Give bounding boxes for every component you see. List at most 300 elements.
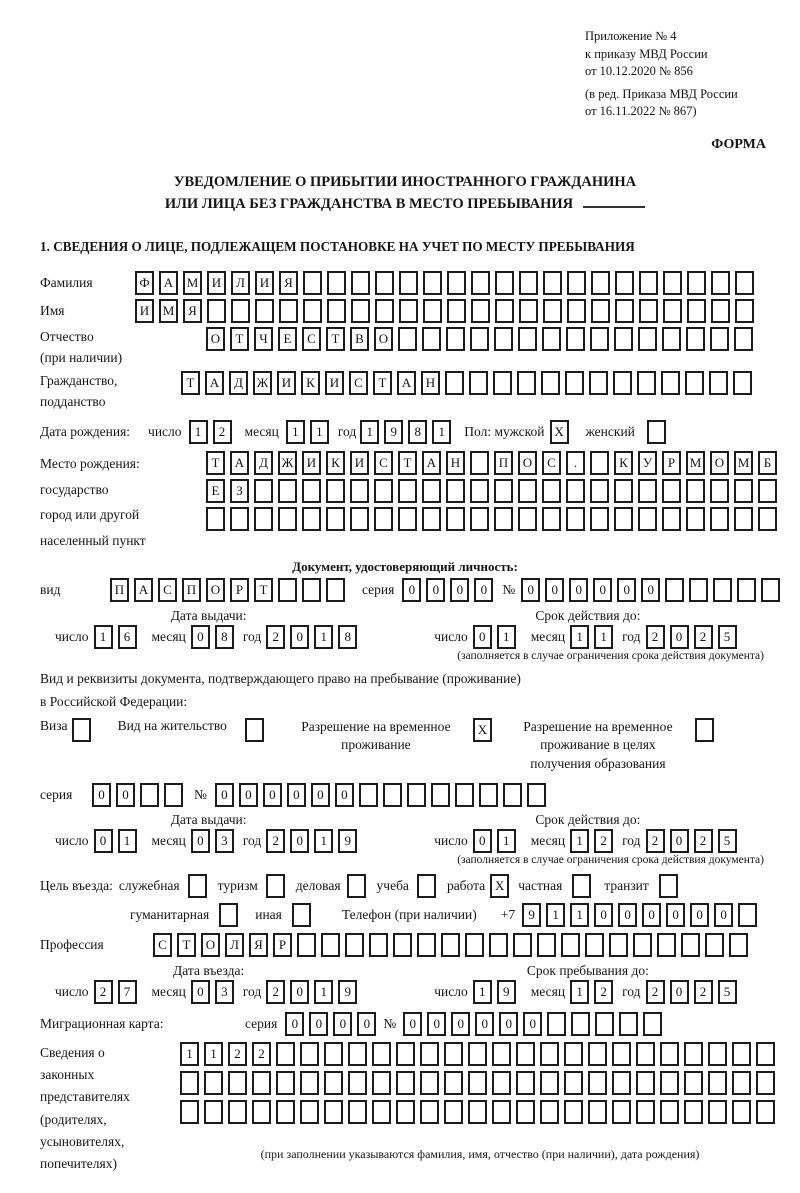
char-box[interactable] bbox=[591, 271, 610, 295]
birthplace-row3-boxes[interactable] bbox=[206, 507, 782, 531]
char-box[interactable] bbox=[348, 1071, 367, 1095]
char-box[interactable] bbox=[540, 1071, 559, 1095]
char-box[interactable] bbox=[228, 1071, 247, 1095]
char-box[interactable] bbox=[540, 1100, 559, 1124]
char-box[interactable] bbox=[662, 507, 681, 531]
char-box[interactable] bbox=[180, 1071, 199, 1095]
char-box[interactable] bbox=[188, 874, 207, 898]
char-box[interactable] bbox=[422, 479, 441, 503]
char-box[interactable] bbox=[493, 371, 512, 395]
char-box[interactable]: Ж bbox=[253, 371, 272, 395]
char-box[interactable]: 0 bbox=[523, 1012, 542, 1036]
temp-residence-education-checkbox[interactable] bbox=[695, 718, 719, 742]
char-box[interactable] bbox=[300, 1071, 319, 1095]
char-box[interactable]: 8 bbox=[338, 625, 357, 649]
char-box[interactable]: М bbox=[686, 451, 705, 475]
char-box[interactable] bbox=[423, 271, 442, 295]
purpose-private-checkbox[interactable] bbox=[572, 874, 596, 898]
char-box[interactable] bbox=[518, 479, 537, 503]
char-box[interactable]: 2 bbox=[646, 980, 665, 1004]
char-box[interactable] bbox=[492, 1042, 511, 1066]
char-box[interactable] bbox=[219, 903, 238, 927]
char-box[interactable] bbox=[516, 1071, 535, 1095]
char-box[interactable] bbox=[686, 479, 705, 503]
char-box[interactable] bbox=[324, 1100, 343, 1124]
char-box[interactable] bbox=[279, 299, 298, 323]
char-box[interactable]: С bbox=[542, 451, 561, 475]
char-box[interactable]: X bbox=[490, 874, 509, 898]
char-box[interactable] bbox=[359, 783, 378, 807]
char-box[interactable] bbox=[302, 479, 321, 503]
char-box[interactable] bbox=[591, 299, 610, 323]
char-box[interactable]: К bbox=[301, 371, 320, 395]
char-box[interactable]: Т bbox=[326, 327, 345, 351]
char-box[interactable] bbox=[297, 933, 316, 957]
char-box[interactable] bbox=[614, 327, 633, 351]
char-box[interactable]: 9 bbox=[338, 980, 357, 1004]
char-box[interactable] bbox=[564, 1071, 583, 1095]
char-box[interactable]: Я bbox=[183, 299, 202, 323]
char-box[interactable] bbox=[492, 1100, 511, 1124]
purpose-other-checkbox[interactable] bbox=[292, 903, 316, 927]
char-box[interactable]: С bbox=[302, 327, 321, 351]
char-box[interactable]: С bbox=[153, 933, 172, 957]
char-box[interactable]: 0 bbox=[427, 1012, 446, 1036]
char-box[interactable] bbox=[228, 1100, 247, 1124]
char-box[interactable]: Д bbox=[254, 451, 273, 475]
char-box[interactable] bbox=[713, 578, 732, 602]
char-box[interactable]: 0 bbox=[569, 578, 588, 602]
doc-expiry-year-boxes[interactable] bbox=[646, 625, 742, 649]
citizenship-boxes[interactable] bbox=[181, 371, 757, 395]
char-box[interactable]: 0 bbox=[357, 1012, 376, 1036]
char-box[interactable] bbox=[494, 327, 513, 351]
doc-issue-year-boxes[interactable] bbox=[266, 625, 362, 649]
char-box[interactable]: 8 bbox=[408, 420, 427, 444]
guardians-row2-boxes[interactable] bbox=[180, 1071, 780, 1095]
char-box[interactable] bbox=[375, 299, 394, 323]
surname-boxes[interactable] bbox=[135, 271, 759, 295]
char-box[interactable]: И bbox=[350, 451, 369, 475]
char-box[interactable] bbox=[619, 1012, 638, 1036]
char-box[interactable] bbox=[684, 1071, 703, 1095]
char-box[interactable]: 0 bbox=[287, 783, 306, 807]
char-box[interactable]: 0 bbox=[451, 1012, 470, 1036]
char-box[interactable] bbox=[638, 507, 657, 531]
char-box[interactable] bbox=[423, 299, 442, 323]
char-box[interactable] bbox=[527, 783, 546, 807]
char-box[interactable]: 0 bbox=[641, 578, 660, 602]
char-box[interactable]: И bbox=[325, 371, 344, 395]
char-box[interactable]: 1 bbox=[570, 829, 589, 853]
char-box[interactable] bbox=[455, 783, 474, 807]
guardians-row3-boxes[interactable] bbox=[180, 1100, 780, 1124]
char-box[interactable] bbox=[206, 507, 225, 531]
permit-number-boxes[interactable] bbox=[215, 783, 551, 807]
char-box[interactable] bbox=[278, 578, 297, 602]
char-box[interactable]: 0 bbox=[285, 1012, 304, 1036]
char-box[interactable] bbox=[468, 1042, 487, 1066]
char-box[interactable] bbox=[444, 1071, 463, 1095]
birth-month-boxes[interactable] bbox=[286, 420, 334, 444]
char-box[interactable] bbox=[372, 1071, 391, 1095]
char-box[interactable]: Я bbox=[249, 933, 268, 957]
char-box[interactable] bbox=[140, 783, 159, 807]
char-box[interactable]: П bbox=[110, 578, 129, 602]
char-box[interactable]: 1 bbox=[497, 625, 516, 649]
char-box[interactable] bbox=[686, 507, 705, 531]
char-box[interactable]: С bbox=[349, 371, 368, 395]
char-box[interactable]: 8 bbox=[215, 625, 234, 649]
char-box[interactable] bbox=[614, 479, 633, 503]
char-box[interactable] bbox=[326, 507, 345, 531]
char-box[interactable] bbox=[278, 507, 297, 531]
char-box[interactable]: Л bbox=[231, 271, 250, 295]
char-box[interactable]: 0 bbox=[670, 829, 689, 853]
char-box[interactable]: 0 bbox=[311, 783, 330, 807]
char-box[interactable]: 2 bbox=[252, 1042, 271, 1066]
char-box[interactable]: 0 bbox=[191, 829, 210, 853]
char-box[interactable] bbox=[468, 1071, 487, 1095]
char-box[interactable]: 0 bbox=[593, 578, 612, 602]
char-box[interactable]: М bbox=[183, 271, 202, 295]
permit-expiry-year-boxes[interactable] bbox=[646, 829, 742, 853]
char-box[interactable] bbox=[660, 1042, 679, 1066]
doc-expiry-month-boxes[interactable] bbox=[570, 625, 618, 649]
char-box[interactable]: 1 bbox=[180, 1042, 199, 1066]
char-box[interactable] bbox=[398, 507, 417, 531]
char-box[interactable] bbox=[518, 327, 537, 351]
char-box[interactable] bbox=[561, 933, 580, 957]
birth-year-boxes[interactable] bbox=[360, 420, 456, 444]
char-box[interactable]: А bbox=[230, 451, 249, 475]
char-box[interactable]: Б bbox=[758, 451, 777, 475]
char-box[interactable]: Н bbox=[421, 371, 440, 395]
char-box[interactable]: 1 bbox=[570, 625, 589, 649]
char-box[interactable]: 0 bbox=[714, 903, 733, 927]
char-box[interactable] bbox=[711, 271, 730, 295]
char-box[interactable]: 0 bbox=[521, 578, 540, 602]
char-box[interactable] bbox=[537, 933, 556, 957]
char-box[interactable] bbox=[517, 371, 536, 395]
char-box[interactable]: 1 bbox=[286, 420, 305, 444]
char-box[interactable] bbox=[351, 299, 370, 323]
char-box[interactable]: Е bbox=[278, 327, 297, 351]
char-box[interactable] bbox=[705, 933, 724, 957]
char-box[interactable] bbox=[470, 507, 489, 531]
char-box[interactable]: 0 bbox=[116, 783, 135, 807]
char-box[interactable]: 0 bbox=[290, 829, 309, 853]
birth-day-boxes[interactable] bbox=[189, 420, 237, 444]
char-box[interactable] bbox=[230, 507, 249, 531]
char-box[interactable] bbox=[276, 1042, 295, 1066]
char-box[interactable] bbox=[572, 874, 591, 898]
char-box[interactable] bbox=[516, 1042, 535, 1066]
char-box[interactable]: И bbox=[277, 371, 296, 395]
char-box[interactable]: Д bbox=[229, 371, 248, 395]
char-box[interactable] bbox=[204, 1100, 223, 1124]
char-box[interactable]: 2 bbox=[646, 625, 665, 649]
char-box[interactable] bbox=[407, 783, 426, 807]
char-box[interactable] bbox=[566, 479, 585, 503]
char-box[interactable]: М bbox=[734, 451, 753, 475]
char-box[interactable]: И bbox=[255, 271, 274, 295]
char-box[interactable] bbox=[254, 479, 273, 503]
char-box[interactable] bbox=[513, 933, 532, 957]
char-box[interactable] bbox=[420, 1100, 439, 1124]
char-box[interactable] bbox=[180, 1100, 199, 1124]
char-box[interactable] bbox=[350, 479, 369, 503]
char-box[interactable]: Т bbox=[398, 451, 417, 475]
char-box[interactable] bbox=[756, 1071, 775, 1095]
char-box[interactable]: 0 bbox=[545, 578, 564, 602]
char-box[interactable]: 1 bbox=[310, 420, 329, 444]
char-box[interactable] bbox=[431, 783, 450, 807]
stay-day-boxes[interactable] bbox=[473, 980, 521, 1004]
char-box[interactable] bbox=[733, 371, 752, 395]
char-box[interactable] bbox=[369, 933, 388, 957]
char-box[interactable] bbox=[588, 1042, 607, 1066]
char-box[interactable] bbox=[589, 371, 608, 395]
char-box[interactable]: 0 bbox=[594, 903, 613, 927]
char-box[interactable]: 9 bbox=[338, 829, 357, 853]
char-box[interactable] bbox=[732, 1042, 751, 1066]
char-box[interactable] bbox=[204, 1071, 223, 1095]
char-box[interactable]: Р bbox=[662, 451, 681, 475]
char-box[interactable]: Ч bbox=[254, 327, 273, 351]
firstname-boxes[interactable] bbox=[135, 299, 759, 323]
char-box[interactable]: Ф bbox=[135, 271, 154, 295]
char-box[interactable] bbox=[662, 327, 681, 351]
char-box[interactable]: Р bbox=[273, 933, 292, 957]
char-box[interactable] bbox=[446, 479, 465, 503]
char-box[interactable] bbox=[441, 933, 460, 957]
char-box[interactable] bbox=[684, 1100, 703, 1124]
char-box[interactable]: И bbox=[302, 451, 321, 475]
char-box[interactable]: 2 bbox=[266, 625, 285, 649]
char-box[interactable] bbox=[732, 1071, 751, 1095]
char-box[interactable] bbox=[470, 451, 489, 475]
char-box[interactable]: 2 bbox=[266, 829, 285, 853]
char-box[interactable]: А bbox=[134, 578, 153, 602]
char-box[interactable] bbox=[447, 299, 466, 323]
permit-expiry-day-boxes[interactable] bbox=[473, 829, 521, 853]
char-box[interactable] bbox=[595, 1012, 614, 1036]
char-box[interactable] bbox=[422, 327, 441, 351]
char-box[interactable] bbox=[708, 1042, 727, 1066]
char-box[interactable] bbox=[689, 578, 708, 602]
char-box[interactable] bbox=[711, 299, 730, 323]
char-box[interactable]: 1 bbox=[314, 625, 333, 649]
char-box[interactable] bbox=[324, 1042, 343, 1066]
char-box[interactable] bbox=[324, 1071, 343, 1095]
char-box[interactable]: 0 bbox=[426, 578, 445, 602]
char-box[interactable]: 1 bbox=[594, 625, 613, 649]
permit-issue-day-boxes[interactable] bbox=[94, 829, 142, 853]
char-box[interactable]: 0 bbox=[263, 783, 282, 807]
char-box[interactable]: 0 bbox=[474, 578, 493, 602]
char-box[interactable]: 2 bbox=[694, 625, 713, 649]
patronymic-boxes[interactable] bbox=[206, 327, 758, 351]
purpose-work-checkbox[interactable] bbox=[490, 874, 514, 898]
migration-number-boxes[interactable] bbox=[403, 1012, 667, 1036]
char-box[interactable]: 0 bbox=[670, 980, 689, 1004]
char-box[interactable] bbox=[471, 271, 490, 295]
char-box[interactable] bbox=[446, 507, 465, 531]
char-box[interactable] bbox=[417, 933, 436, 957]
char-box[interactable] bbox=[756, 1042, 775, 1066]
char-box[interactable] bbox=[708, 1071, 727, 1095]
purpose-business-checkbox[interactable] bbox=[347, 874, 371, 898]
char-box[interactable]: П bbox=[494, 451, 513, 475]
char-box[interactable] bbox=[420, 1071, 439, 1095]
char-box[interactable]: 9 bbox=[384, 420, 403, 444]
char-box[interactable] bbox=[302, 578, 321, 602]
char-box[interactable] bbox=[420, 1042, 439, 1066]
purpose-tourism-checkbox[interactable] bbox=[266, 874, 290, 898]
char-box[interactable] bbox=[372, 1042, 391, 1066]
char-box[interactable]: 1 bbox=[118, 829, 137, 853]
char-box[interactable] bbox=[396, 1042, 415, 1066]
char-box[interactable]: 1 bbox=[94, 625, 113, 649]
char-box[interactable]: 7 bbox=[118, 980, 137, 1004]
char-box[interactable] bbox=[687, 299, 706, 323]
char-box[interactable]: 2 bbox=[94, 980, 113, 1004]
char-box[interactable]: Я bbox=[279, 271, 298, 295]
char-box[interactable] bbox=[708, 1100, 727, 1124]
char-box[interactable]: 2 bbox=[594, 980, 613, 1004]
char-box[interactable] bbox=[734, 327, 753, 351]
char-box[interactable] bbox=[758, 479, 777, 503]
char-box[interactable]: С bbox=[374, 451, 393, 475]
char-box[interactable] bbox=[637, 371, 656, 395]
char-box[interactable] bbox=[374, 479, 393, 503]
char-box[interactable] bbox=[729, 933, 748, 957]
char-box[interactable] bbox=[468, 1100, 487, 1124]
char-box[interactable]: О bbox=[206, 327, 225, 351]
char-box[interactable]: 1 bbox=[546, 903, 565, 927]
char-box[interactable] bbox=[345, 933, 364, 957]
phone-boxes[interactable] bbox=[522, 903, 762, 927]
char-box[interactable] bbox=[734, 479, 753, 503]
char-box[interactable] bbox=[543, 271, 562, 295]
char-box[interactable] bbox=[665, 578, 684, 602]
char-box[interactable]: П bbox=[182, 578, 201, 602]
char-box[interactable] bbox=[347, 874, 366, 898]
char-box[interactable] bbox=[207, 299, 226, 323]
char-box[interactable]: О bbox=[710, 451, 729, 475]
char-box[interactable]: 0 bbox=[666, 903, 685, 927]
doc-issue-month-boxes[interactable] bbox=[191, 625, 239, 649]
char-box[interactable]: 0 bbox=[499, 1012, 518, 1036]
doc-expiry-day-boxes[interactable] bbox=[473, 625, 521, 649]
char-box[interactable] bbox=[396, 1071, 415, 1095]
char-box[interactable] bbox=[447, 271, 466, 295]
char-box[interactable] bbox=[398, 479, 417, 503]
char-box[interactable] bbox=[615, 271, 634, 295]
char-box[interactable] bbox=[396, 1100, 415, 1124]
birthplace-row2-boxes[interactable] bbox=[206, 479, 782, 503]
char-box[interactable]: 0 bbox=[617, 578, 636, 602]
purpose-transit-checkbox[interactable] bbox=[659, 874, 683, 898]
char-box[interactable] bbox=[710, 479, 729, 503]
char-box[interactable] bbox=[326, 578, 345, 602]
char-box[interactable]: К bbox=[326, 451, 345, 475]
char-box[interactable] bbox=[761, 578, 780, 602]
char-box[interactable] bbox=[348, 1042, 367, 1066]
char-box[interactable]: 0 bbox=[239, 783, 258, 807]
char-box[interactable] bbox=[445, 371, 464, 395]
char-box[interactable] bbox=[663, 271, 682, 295]
char-box[interactable] bbox=[737, 578, 756, 602]
char-box[interactable]: Т bbox=[206, 451, 225, 475]
char-box[interactable] bbox=[266, 874, 285, 898]
char-box[interactable]: X bbox=[550, 420, 569, 444]
char-box[interactable] bbox=[590, 479, 609, 503]
char-box[interactable] bbox=[278, 479, 297, 503]
char-box[interactable]: 1 bbox=[189, 420, 208, 444]
char-box[interactable] bbox=[417, 874, 436, 898]
char-box[interactable]: 0 bbox=[670, 625, 689, 649]
char-box[interactable] bbox=[639, 271, 658, 295]
purpose-humanitarian-checkbox[interactable] bbox=[219, 903, 243, 927]
char-box[interactable]: И bbox=[207, 271, 226, 295]
char-box[interactable]: 0 bbox=[642, 903, 661, 927]
char-box[interactable] bbox=[659, 874, 678, 898]
char-box[interactable]: 0 bbox=[290, 980, 309, 1004]
char-box[interactable] bbox=[735, 299, 754, 323]
char-box[interactable] bbox=[444, 1042, 463, 1066]
char-box[interactable] bbox=[612, 1042, 631, 1066]
char-box[interactable] bbox=[663, 299, 682, 323]
char-box[interactable] bbox=[567, 299, 586, 323]
char-box[interactable]: О bbox=[201, 933, 220, 957]
char-box[interactable] bbox=[638, 479, 657, 503]
char-box[interactable] bbox=[479, 783, 498, 807]
char-box[interactable] bbox=[734, 507, 753, 531]
char-box[interactable]: 0 bbox=[475, 1012, 494, 1036]
char-box[interactable] bbox=[636, 1100, 655, 1124]
char-box[interactable] bbox=[276, 1100, 295, 1124]
char-box[interactable] bbox=[375, 271, 394, 295]
char-box[interactable] bbox=[348, 1100, 367, 1124]
char-box[interactable] bbox=[660, 1071, 679, 1095]
char-box[interactable]: 9 bbox=[522, 903, 541, 927]
char-box[interactable] bbox=[303, 299, 322, 323]
char-box[interactable]: 0 bbox=[94, 829, 113, 853]
char-box[interactable] bbox=[164, 783, 183, 807]
char-box[interactable]: А bbox=[159, 271, 178, 295]
char-box[interactable]: Т bbox=[254, 578, 273, 602]
char-box[interactable] bbox=[470, 479, 489, 503]
char-box[interactable] bbox=[657, 933, 676, 957]
char-box[interactable] bbox=[735, 271, 754, 295]
char-box[interactable] bbox=[444, 1100, 463, 1124]
char-box[interactable] bbox=[465, 933, 484, 957]
char-box[interactable]: 0 bbox=[92, 783, 111, 807]
char-box[interactable] bbox=[393, 933, 412, 957]
char-box[interactable]: З bbox=[230, 479, 249, 503]
char-box[interactable]: 2 bbox=[213, 420, 232, 444]
char-box[interactable]: 0 bbox=[473, 625, 492, 649]
char-box[interactable] bbox=[300, 1042, 319, 1066]
char-box[interactable] bbox=[252, 1100, 271, 1124]
char-box[interactable] bbox=[327, 299, 346, 323]
char-box[interactable]: 1 bbox=[360, 420, 379, 444]
char-box[interactable]: К bbox=[614, 451, 633, 475]
char-box[interactable] bbox=[327, 271, 346, 295]
char-box[interactable]: 0 bbox=[450, 578, 469, 602]
